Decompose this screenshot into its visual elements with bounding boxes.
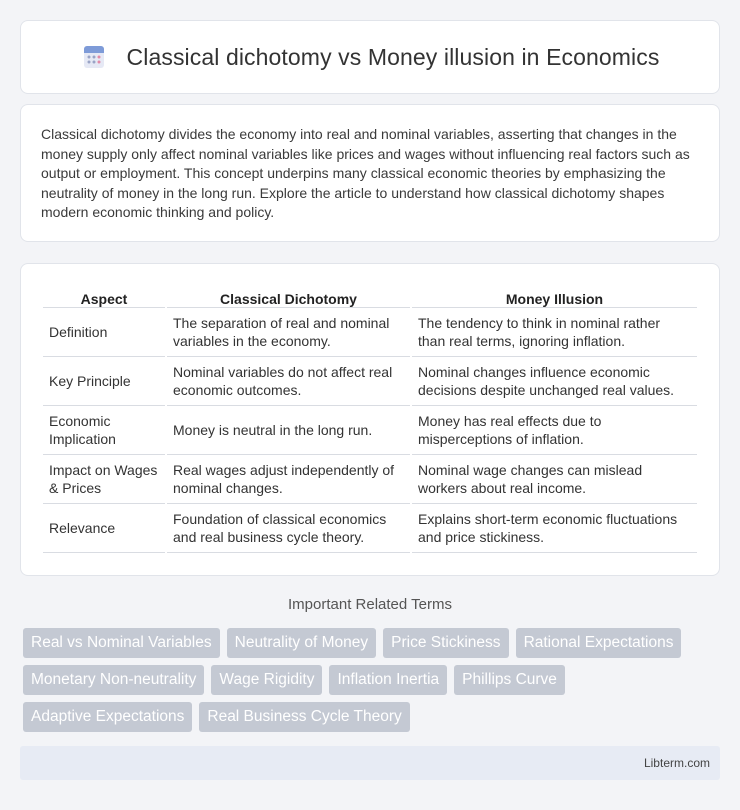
related-term-tag[interactable]: Inflation Inertia xyxy=(329,665,447,695)
row-classical: Money is neutral in the long run. xyxy=(167,406,410,455)
related-terms-heading: Important Related Terms xyxy=(288,596,452,613)
table-row xyxy=(43,308,697,357)
row-classical: Nominal variables do not affect real economic outcomes. xyxy=(167,357,410,406)
header-aspect: Aspect xyxy=(43,284,165,308)
related-term-tag[interactable]: Adaptive Expectations xyxy=(23,702,192,732)
related-term-tag[interactable]: Phillips Curve xyxy=(454,665,565,695)
table-row xyxy=(43,455,697,504)
tag-row xyxy=(23,628,713,658)
related-term-tag[interactable]: Real Business Cycle Theory xyxy=(199,702,409,732)
intro-card xyxy=(20,104,720,242)
row-aspect: Impact on Wages & Prices xyxy=(43,455,165,504)
title-card xyxy=(20,20,720,94)
table-row xyxy=(43,406,697,455)
row-illusion: The tendency to think in nominal rather than real terms, ignoring inflation. xyxy=(412,308,697,357)
row-aspect: Definition xyxy=(43,308,165,357)
row-classical: Real wages adjust independently of nominal changes. xyxy=(167,455,410,504)
calculator-icon xyxy=(81,44,107,70)
row-classical: Foundation of classical economics and real business cycle theory. xyxy=(167,504,410,553)
header-classical-dichotomy: Classical Dichotomy xyxy=(167,284,410,308)
header-money-illusion: Money Illusion xyxy=(412,284,697,308)
table-header-row xyxy=(43,284,697,308)
related-term-tag[interactable]: Neutrality of Money xyxy=(227,628,377,658)
tag-row xyxy=(23,702,713,732)
related-terms-list xyxy=(23,628,713,739)
related-term-tag[interactable]: Monetary Non-neutrality xyxy=(23,665,204,695)
table-row xyxy=(43,357,697,406)
row-illusion: Explains short-term economic fluctuations and price stickiness. xyxy=(412,504,697,553)
footer-site-link[interactable]: Libterm.com xyxy=(643,756,710,770)
related-term-tag[interactable]: Rational Expectations xyxy=(516,628,682,658)
row-illusion: Nominal changes influence economic decisions despite unchanged real values. xyxy=(412,357,697,406)
table-row xyxy=(43,504,697,553)
footer xyxy=(20,746,720,780)
related-term-tag[interactable]: Price Stickiness xyxy=(383,628,508,658)
intro-text: Classical dichotomy divides the economy into real and nominal variables, asserting that changes in the money supply only affect nominal variables like prices and wages without influencing real factors such as output or employment. This concept underpins many classical economic theories by emphasizing the neutrality of money in the long run. Explore the article to understand how classical dichotomy shapes modern economic thinking and policy. xyxy=(41,126,690,220)
page-title: Classical dichotomy vs Money illusion in Economics xyxy=(126,43,660,70)
comparison-table xyxy=(41,284,699,553)
comparison-card xyxy=(20,263,720,576)
row-classical: The separation of real and nominal variables in the economy. xyxy=(167,308,410,357)
row-illusion: Money has real effects due to misperceptions of inflation. xyxy=(412,406,697,455)
related-term-tag[interactable]: Real vs Nominal Variables xyxy=(23,628,220,658)
row-aspect: Relevance xyxy=(43,504,165,553)
row-aspect: Key Principle xyxy=(43,357,165,406)
related-term-tag[interactable]: Wage Rigidity xyxy=(211,665,322,695)
tag-row xyxy=(23,665,713,695)
row-illusion: Nominal wage changes can mislead workers about real income. xyxy=(412,455,697,504)
row-aspect: Economic Implication xyxy=(43,406,165,455)
